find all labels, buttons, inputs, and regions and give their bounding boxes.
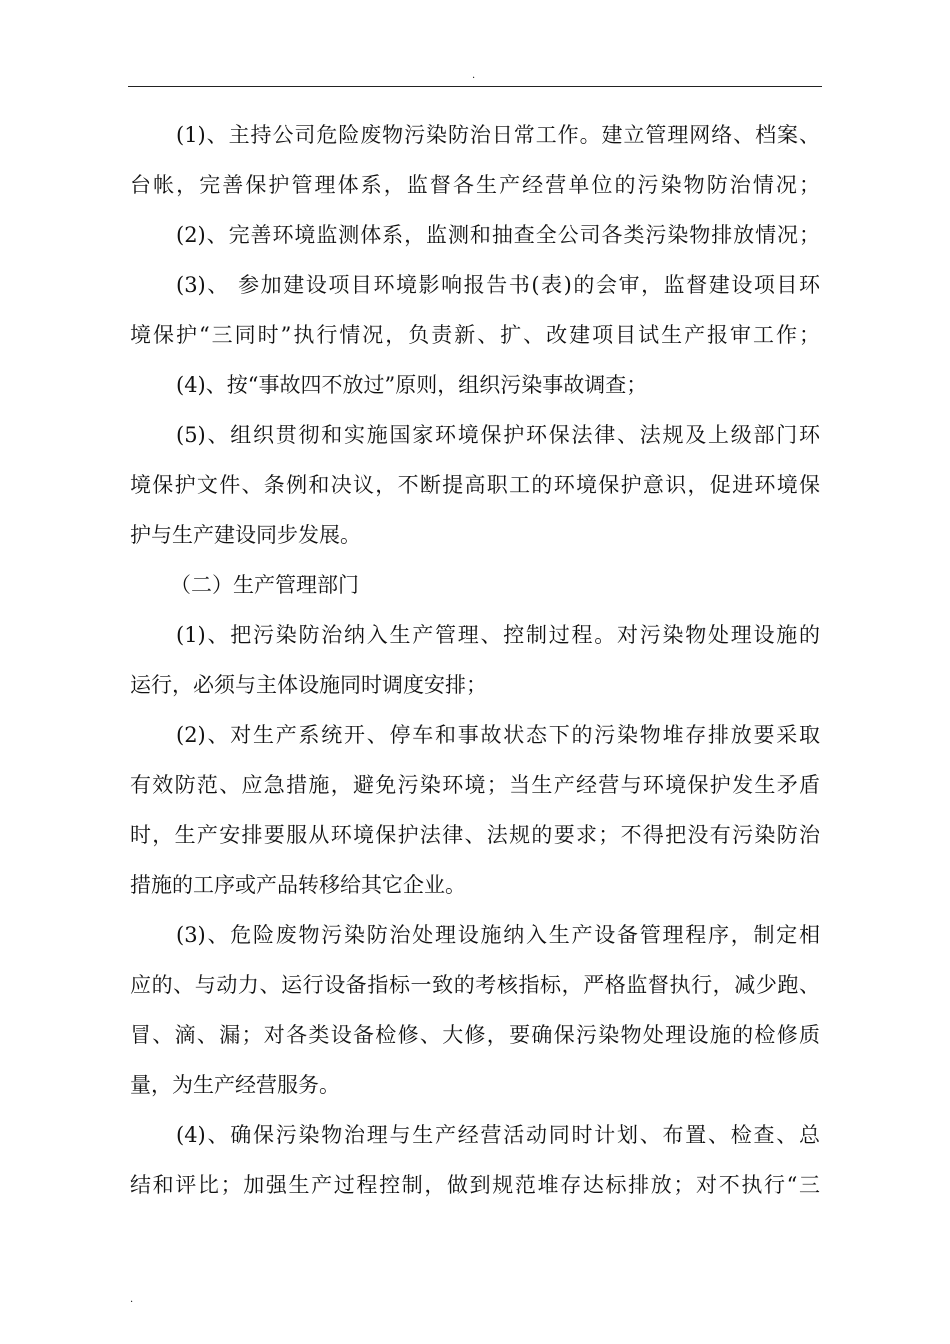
paragraph-line: 结和评比；加强生产过程控制，做到规范堆存达标排放；对不执行“三 [130, 1173, 820, 1197]
paragraph-line: 应的、与动力、运行设备指标一致的考核指标，严格监督执行，减少跑、 [130, 973, 820, 997]
paragraph-line: (5)、组织贯彻和实施国家环境保护环保法律、法规及上级部门环 [176, 423, 820, 447]
paragraph-line: 护与生产建设同步发展。 [130, 523, 361, 547]
paragraph-line: (2)、完善环境监测体系，监测和抽查全公司各类污染物排放情况； [176, 223, 820, 247]
paragraph-line: (3)、危险废物污染防治处理设施纳入生产设备管理程序，制定相 [176, 923, 820, 947]
paragraph-line: (1)、主持公司危险废物污染防治日常工作。建立管理网络、档案、 [176, 123, 820, 147]
paragraph-line: (4)、确保污染物治理与生产经营活动同时计划、布置、检查、总 [176, 1123, 820, 1147]
paragraph-line: (3)、 参加建设项目环境影响报告书(表)的会审，监督建设项目环 [176, 273, 820, 297]
paragraph-line: (2)、对生产系统开、停车和事故状态下的污染物堆存排放要采取 [176, 723, 820, 747]
paragraph-line: 境保护文件、条例和决议，不断提高职工的环境保护意识，促进环境保 [130, 473, 820, 497]
paragraph-line: 时，生产安排要服从环境保护法律、法规的要求；不得把没有污染防治 [130, 823, 820, 847]
paragraph-line: 运行，必须与主体设施同时调度安排； [130, 673, 487, 697]
paragraph-line: 量，为生产经营服务。 [130, 1073, 340, 1097]
paragraph-line: (1)、把污染防治纳入生产管理、控制过程。对污染物处理设施的 [176, 623, 820, 647]
paragraph-line: 境保护“三同时”执行情况，负责新、扩、改建项目试生产报审工作； [130, 323, 820, 347]
paragraph-line: 冒、滴、漏；对各类设备检修、大修，要确保污染物处理设施的检修质 [130, 1023, 820, 1047]
header-rule [128, 86, 822, 87]
paragraph-line: (4)、按“事故四不放过”原则，组织污染事故调查； [176, 373, 648, 397]
paragraph-line: 有效防范、应急措施，避免污染环境；当生产经营与环境保护发生矛盾 [130, 773, 820, 797]
section-heading: （二）生产管理部门 [170, 573, 359, 597]
paragraph-line: 台帐，完善保护管理体系，监督各生产经营单位的污染物防治情况； [130, 173, 820, 197]
footer-mark: . [130, 1294, 134, 1305]
header-mark: . [472, 70, 476, 81]
paragraph-line: 措施的工序或产品转移给其它企业。 [130, 873, 466, 897]
